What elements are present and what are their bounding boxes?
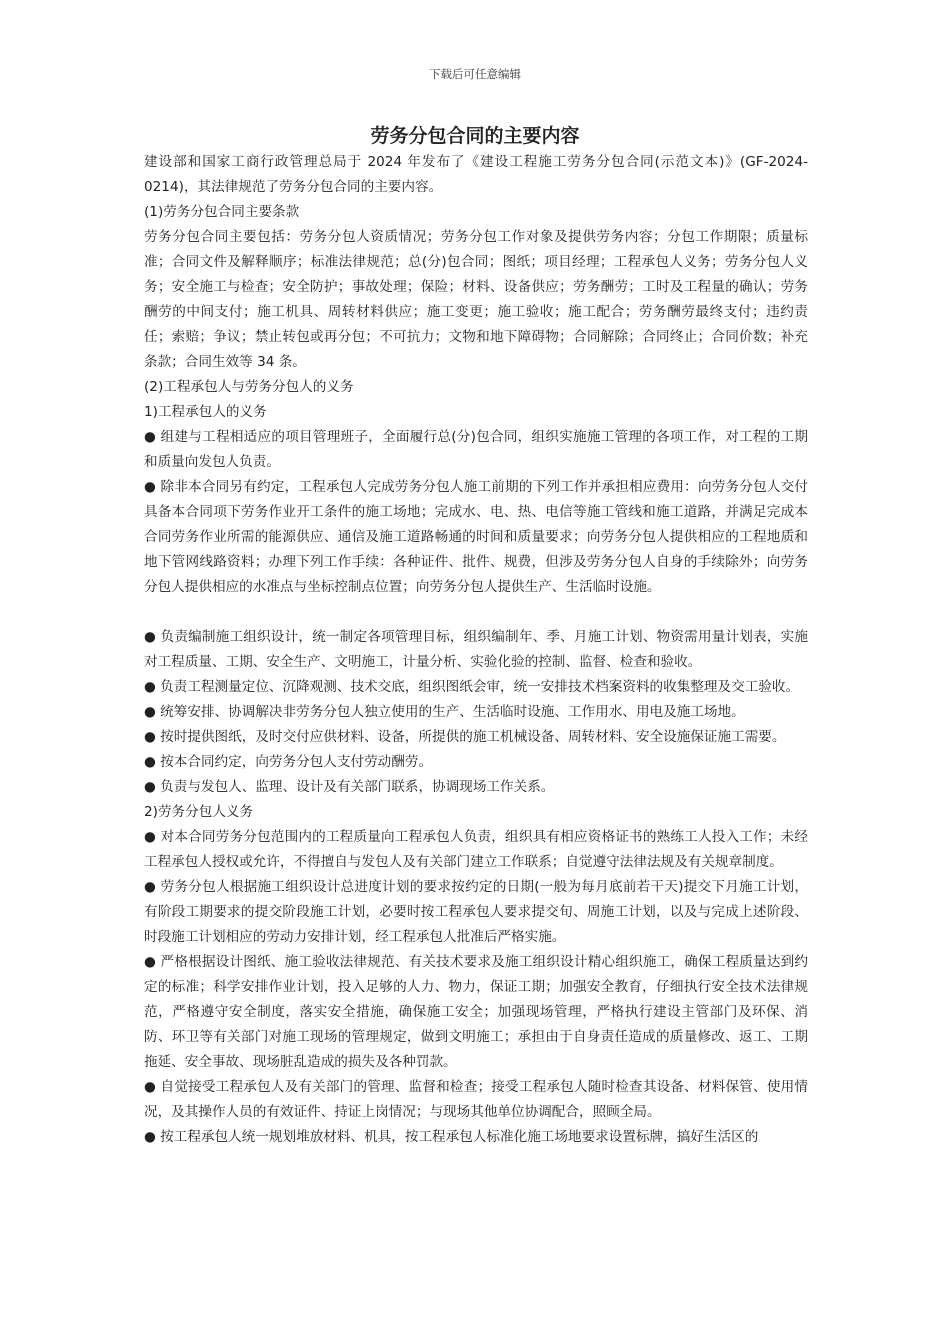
blank-line: [144, 600, 808, 625]
bullet-item: ● 负责与发包人、监理、设计及有关部门联系，协调现场工作关系。: [144, 779, 555, 795]
bullet-item: ● 按本合同约定，向劳务分包人支付劳动酬劳。: [144, 754, 433, 770]
bullet-item: ● 严格根据设计图纸、施工验收法律规范、有关技术要求及施工组织设计精心组织施工，确保工程质量达到约定的标准；科学安排作业计划，投入足够的人力、物力，保证工期；加强安全教育，仔细执行安全技术法律规范，严格遵守安全制度，落实安全措施，确保施工安全；加强现场管理，严格执行建设主管部门及环保、消防、环卫等有关部门对施工现场的管理规定，做到文明施工；承担由于自身责任造成的质量修改、返工、工期拖延、安全事故、现场脏乱造成的损失及各种罚款。: [144, 954, 808, 1070]
bullet-item: ● 组建与工程相适应的项目管理班子，全面履行总(分)包合同，组织实施施工管理的各项工作，对工程的工期和质量向发包人负责。: [144, 429, 808, 470]
header-note: 下载后可任意编辑: [429, 67, 521, 81]
bullet-item: ● 按工程承包人统一规划堆放材料、机具，按工程承包人标准化施工场地要求设置标牌，搞好生活区的: [144, 1129, 759, 1145]
bullet-item: ● 负责工程测量定位、沉降观测、技术交底，组织图纸会审，统一安排技术档案资料的收集整理及交工验收。: [144, 679, 800, 695]
subsection-heading: 2)劳务分包人义务: [144, 804, 254, 820]
section-heading: (2)工程承包人与劳务分包人的义务: [144, 379, 354, 395]
bullet-item: ● 按时提供图纸，及时交付应供材料、设备，所提供的施工机械设备、周转材料、安全设施保证施工需要。: [144, 729, 786, 745]
bullet-item: ● 自觉接受工程承包人及有关部门的管理、监督和检查；接受工程承包人随时检查其设备、材料保管、使用情况，及其操作人员的有效证件、持证上岗情况；与现场其他单位协调配合，照顾全局。: [144, 1079, 808, 1120]
document-body: [144, 150, 808, 1150]
subsection-heading: 1)工程承包人的义务: [144, 404, 267, 420]
paragraph: 劳务分包合同主要包括：劳务分包人资质情况；劳务分包工作对象及提供劳务内容；分包工作期限；质量标准；合同文件及解释顺序；标准法律规范；总(分)包合同；图纸；项目经理；工程承包人义务；劳务分包人义务；安全施工与检查；安全防护；事故处理；保险；材料、设备供应；劳务酬劳；工时及工程量的确认；劳务酬劳的中间支付；施工机具、周转材料供应；施工变更；施工验收；施工配合；劳务酬劳最终支付；违约责任；索赔；争议；禁止转包或再分包；不可抗力；文物和地下障碍物；合同解除；合同终止；合同价数；补充条款；合同生效等 34 条。: [144, 229, 808, 370]
section-heading: (1)劳务分包合同主要条款: [144, 204, 300, 220]
bullet-item: ● 对本合同劳务分包范围内的工程质量向工程承包人负责，组织具有相应资格证书的熟练工人投入工作；未经工程承包人授权或允许，不得擅自与发包人及有关部门建立工作联系；自觉遵守法律法规及有关规章制度。: [144, 829, 808, 870]
bullet-item: ● 负责编制施工组织设计，统一制定各项管理目标，组织编制年、季、月施工计划、物资需用量计划表，实施对工程质量、工期、安全生产、文明施工，计量分析、实验化验的控制、监督、检查和验收。: [144, 629, 808, 670]
document-title: 劳务分包合同的主要内容: [370, 125, 580, 147]
bullet-item: ● 劳务分包人根据施工组织设计总进度计划的要求按约定的日期(一般为每月底前若干天)提交下月施工计划，有阶段工期要求的提交阶段施工计划，必要时按工程承包人要求提交旬、周施工计划，以及与完成上述阶段、时段施工计划相应的劳动力安排计划，经工程承包人批准后严格实施。: [144, 879, 808, 945]
paragraph: 建设部和国家工商行政管理总局于 2024 年发布了《建设工程施工劳务分包合同(示范文本)》(GF-2024-0214)，其法律规范了劳务分包合同的主要内容。: [144, 154, 808, 195]
bullet-item: ● 除非本合同另有约定，工程承包人完成劳务分包人施工前期的下列工作并承担相应费用：向劳务分包人交付具备本合同项下劳务作业开工条件的施工场地；完成水、电、热、电信等施工管线和施工道路，并满足完成本合同劳务作业所需的能源供应、通信及施工道路畅通的时间和质量要求；向劳务分包人提供相应的工程地质和地下管网线路资料；办理下列工作手续：各种证件、批件、规费，但涉及劳务分包人自身的手续除外；向劳务分包人提供相应的水准点与坐标控制点位置；向劳务分包人提供生产、生活临时设施。: [144, 479, 808, 595]
bullet-item: ● 统筹安排、协调解决非劳务分包人独立使用的生产、生活临时设施、工作用水、用电及施工场地。: [144, 704, 745, 720]
